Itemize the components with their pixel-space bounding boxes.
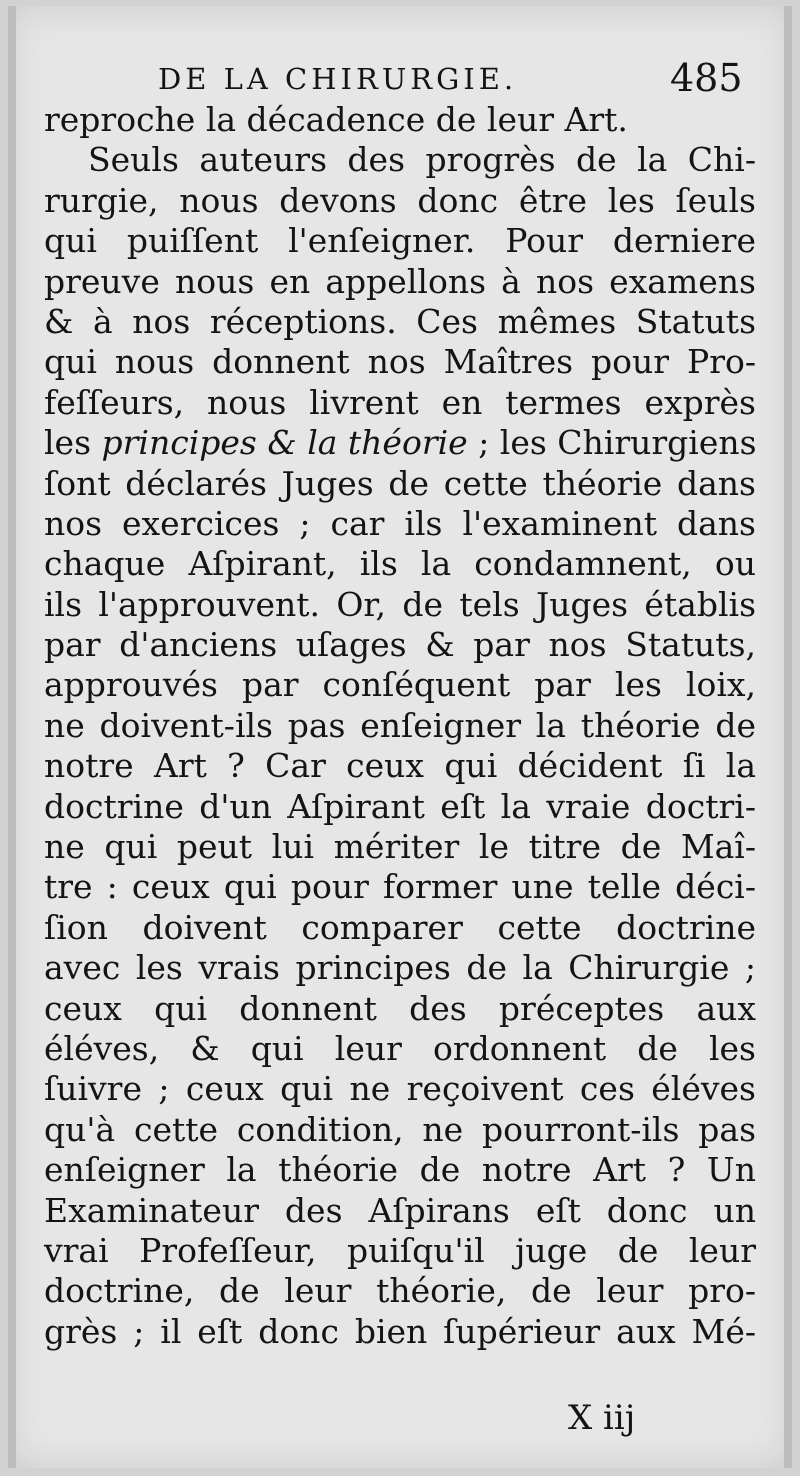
book-page (8, 6, 792, 1468)
text-line: vrai Profeſſeur, puiſqu'il juge de leur (44, 1230, 756, 1270)
text-line: par d'anciens uſages & par nos Statuts, (44, 625, 756, 665)
text-line: ſion doivent comparer cette doctrine (44, 907, 756, 947)
text-line: enſeigner la théorie de notre Art ? Un (44, 1150, 756, 1190)
signature-mark: X iij (568, 1398, 636, 1438)
text-line: ſont déclarés Juges de cette théorie dans (44, 463, 756, 503)
text-line: & à nos réceptions. Ces mêmes Statuts (44, 301, 756, 341)
text-line-with-italic (44, 423, 756, 463)
text-line: nos exercices ; car ils l'examinent dans (44, 503, 756, 543)
text-line: reproche la décadence de leur Art. (44, 100, 628, 139)
text-line: chaque Aſpirant, ils la condamnent, ou (44, 544, 756, 584)
italic-phrase: principes & la théorie (101, 423, 468, 463)
text-line: rurgie, nous devons donc être les ſeuls (44, 180, 756, 220)
text-line: qu'à cette condition, ne pourront-ils pas (44, 1109, 756, 1149)
text-segment: les (44, 423, 102, 463)
text-line: approuvés par conſéquent par les loix, (44, 665, 756, 705)
text-line: feſſeurs, nous livrent en termes exprès (44, 382, 756, 422)
text-line: éléves, & qui leur ordonnent de les (44, 1028, 756, 1068)
running-head (8, 52, 792, 102)
scan-edge-right (784, 6, 792, 1468)
running-title: DE LA CHIRURGIE. (158, 62, 518, 96)
text-line: ſuivre ; ceux qui ne reçoivent ces éléves (44, 1069, 756, 1109)
text-line: Seuls auteurs des progrès de la Chi- (88, 140, 756, 180)
text-line: ceux qui donnent des préceptes aux (44, 988, 756, 1028)
page-number: 485 (670, 56, 743, 100)
body-text (44, 100, 756, 1352)
text-line: notre Art ? Car ceux qui décident ſi la (44, 746, 756, 786)
text-segment: ; les Chirurgiens (467, 423, 757, 463)
text-line: ne doivent-ils pas enſeigner la théorie de (44, 705, 756, 745)
text-line: qui puiſſent l'enſeigner. Pour derniere (44, 221, 756, 261)
text-line: doctrine d'un Aſpirant eſt la vraie doctri- (44, 786, 756, 826)
text-line: doctrine, de leur théorie, de leur pro- (44, 1271, 756, 1311)
text-line: preuve nous en appellons à nos examens (44, 261, 756, 301)
scan-edge-left (8, 6, 16, 1468)
text-line: tre : ceux qui pour former une telle déci- (44, 867, 756, 907)
text-line: grès ; il eſt donc bien ſupérieur aux Mé- (44, 1311, 756, 1351)
text-line: qui nous donnent nos Maîtres pour Pro- (44, 342, 756, 382)
text-line: ne qui peut lui mériter le titre de Maî- (44, 827, 756, 867)
text-line: Examinateur des Aſpirans eſt donc un (44, 1190, 756, 1230)
text-line: ils l'approuvent. Or, de tels Juges établis (44, 584, 756, 624)
text-line: avec les vrais principes de la Chirurgie ; (44, 948, 756, 988)
